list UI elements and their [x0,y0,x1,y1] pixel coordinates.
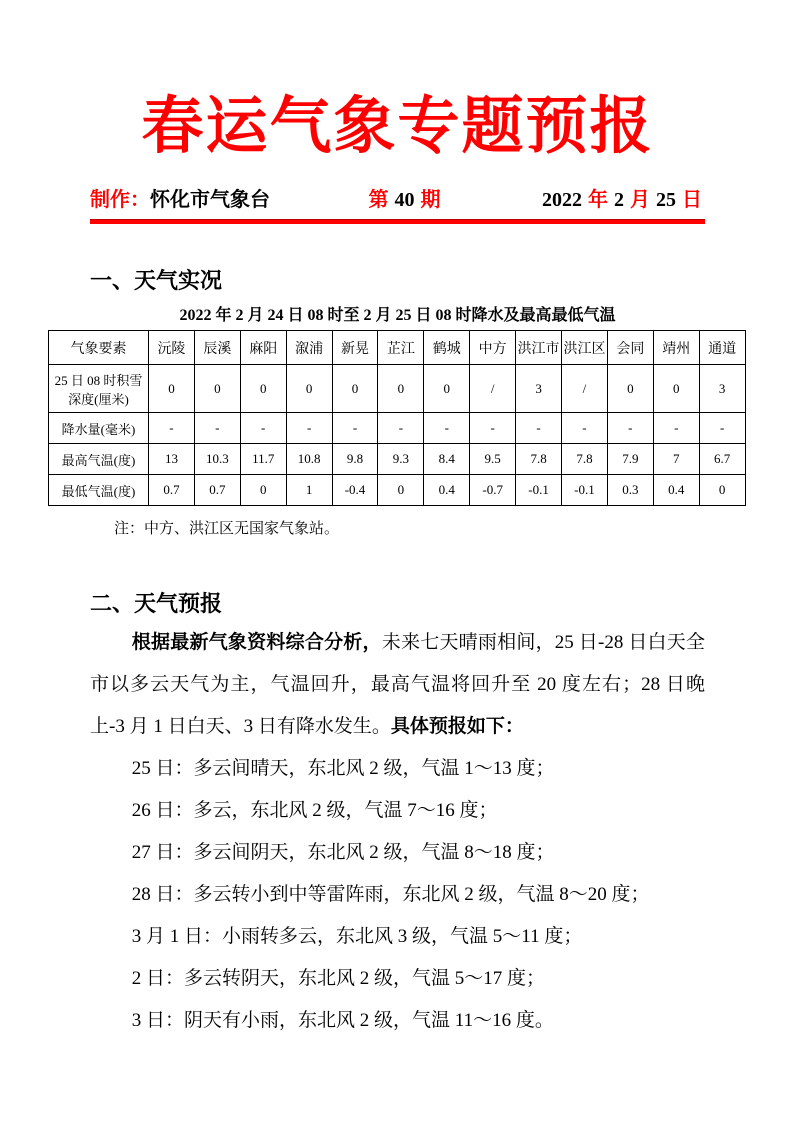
table-cell: - [240,413,286,444]
issue-date [542,186,705,214]
table-cell: 11.7 [240,444,286,475]
col-header-station: 沅陵 [149,331,195,365]
forecast-line: 26 日：多云，东北风 2 级，气温 7～16 度； [131,800,498,821]
header-divider-rule [90,219,705,224]
table-cell: - [286,413,332,444]
document-title: 春运气象专题预报 [141,93,654,161]
weather-table-head [49,331,746,365]
table-cell: 0 [378,365,424,413]
masthead [90,186,705,214]
col-header-station: 麻阳 [240,331,286,365]
col-header-station: 洪江区 [562,331,608,365]
table-cell: 0 [149,365,195,413]
col-header-station: 靖州 [653,331,699,365]
table-cell: 0 [286,365,332,413]
date-year-label: 年 [588,189,608,211]
table-note: 注：中方、洪江区无国家气象站。 [114,521,340,537]
table-cell: 7 [653,444,699,475]
table-cell: 1 [286,475,332,506]
table-cell: - [470,413,516,444]
table-cell: 8.4 [424,444,470,475]
table-cell: 0.7 [194,475,240,506]
weather-table-body [49,365,746,506]
table-cell: -0.1 [562,475,608,506]
issue-prefix: 第 [368,189,389,211]
table-cell: / [470,365,516,413]
row-label: 25 日 08 时积雪深度(厘米) [49,365,149,413]
table-cell: -0.7 [470,475,516,506]
forecast-line: 3 月 1 日：小雨转多云，东北风 3 级，气温 5～11 度； [131,926,583,947]
producer-line [90,186,270,214]
table-cell: 0 [194,365,240,413]
forecast-intro-lead: 根据最新气象资料综合分析， [131,632,382,653]
forecast-intro-paragraph [90,622,705,748]
table-cell: 0.3 [607,475,653,506]
table-cell: - [516,413,562,444]
table-cell: - [653,413,699,444]
table-cell: - [562,413,608,444]
table-row [49,444,746,475]
forecast-intro-body: 未来七天晴雨相间，25 日-28 日白天全市以多云天气为主，气温回升，最高气温将回升至 20 度左右；28 日晚上-3 月 1 日白天、3 日有降水发生。 [90,632,706,737]
table-cell: 0 [332,365,378,413]
forecast-line: 25 日：多云间晴天，东北风 2 级，气温 1～13 度； [131,758,555,779]
produced-label: 制作： [90,189,150,211]
table-cell: / [562,365,608,413]
table-cell: 0 [240,475,286,506]
table-cell: 6.7 [699,444,745,475]
date-month-label: 月 [630,189,650,211]
issue-number [270,186,542,214]
table-cell: 7.8 [562,444,608,475]
row-label: 最高气温(度) [49,444,149,475]
table-cell: - [607,413,653,444]
row-label: 最低气温(度) [49,475,149,506]
section1-heading: 一、天气实况 [90,268,223,293]
section2-heading: 二、天气预报 [90,591,223,616]
table-row [49,365,746,413]
table-cell: 0.7 [149,475,195,506]
forecast-line: 3 日：阴天有小雨，东北风 2 级，气温 11～16 度。 [131,1010,554,1031]
issue-no: 40 [394,189,415,211]
table-cell: 10.3 [194,444,240,475]
col-header-station: 辰溪 [194,331,240,365]
table-cell: 9.3 [378,444,424,475]
table-row [49,475,746,506]
table-cell: 0 [424,365,470,413]
table-cell: - [149,413,195,444]
table-cell: - [424,413,470,444]
col-header-station: 溆浦 [286,331,332,365]
table-cell: 9.8 [332,444,378,475]
table-cell: - [378,413,424,444]
table-cell: 0 [699,475,745,506]
forecast-line: 2 日：多云转阴天，东北风 2 级，气温 5～17 度； [131,968,546,989]
col-header-station: 鹤城 [424,331,470,365]
table-cell: 3 [516,365,562,413]
date-year: 2022 [542,189,582,211]
table-cell: 0 [240,365,286,413]
table-cell: 0 [607,365,653,413]
table-cell: -0.4 [332,475,378,506]
table-cell: 10.8 [286,444,332,475]
forecast-intro-tail: 具体预报如下： [390,716,524,737]
date-day: 25 [656,189,676,211]
table-cell: -0.1 [516,475,562,506]
producer-name: 怀化市气象台 [150,189,270,211]
table-header-row [49,331,746,365]
table-cell: - [332,413,378,444]
table-cell: 0.4 [424,475,470,506]
table-cell: 13 [149,444,195,475]
col-header-station: 芷江 [378,331,424,365]
table-cell: - [699,413,745,444]
col-header-station: 中方 [470,331,516,365]
table-cell: 7.9 [607,444,653,475]
table-cell: 7.8 [516,444,562,475]
issue-suffix: 期 [420,189,441,211]
weather-table-title: 2022 年 2 月 24 日 08 时至 2 月 25 日 08 时降水及最高最低气温 [179,307,616,324]
forecast-list [90,748,705,1042]
table-cell: - [194,413,240,444]
table-row [49,413,746,444]
forecast-line: 27 日：多云间阴天，东北风 2 级，气温 8～18 度； [131,842,555,863]
table-cell: 0 [653,365,699,413]
table-cell: 3 [699,365,745,413]
table-cell: 0.4 [653,475,699,506]
col-header-station: 会同 [607,331,653,365]
row-label: 降水量(毫米) [49,413,149,444]
col-header-station: 洪江市 [516,331,562,365]
col-header-station: 新晃 [332,331,378,365]
forecast-line: 28 日：多云转小到中等雷阵雨，东北风 2 级，气温 8～20 度； [131,884,650,905]
date-day-label: 日 [682,189,702,211]
col-header-element: 气象要素 [49,331,149,365]
date-month: 2 [614,189,624,211]
table-cell: 9.5 [470,444,516,475]
weather-observation-table [48,330,746,506]
table-cell: 0 [378,475,424,506]
col-header-station: 通道 [699,331,745,365]
